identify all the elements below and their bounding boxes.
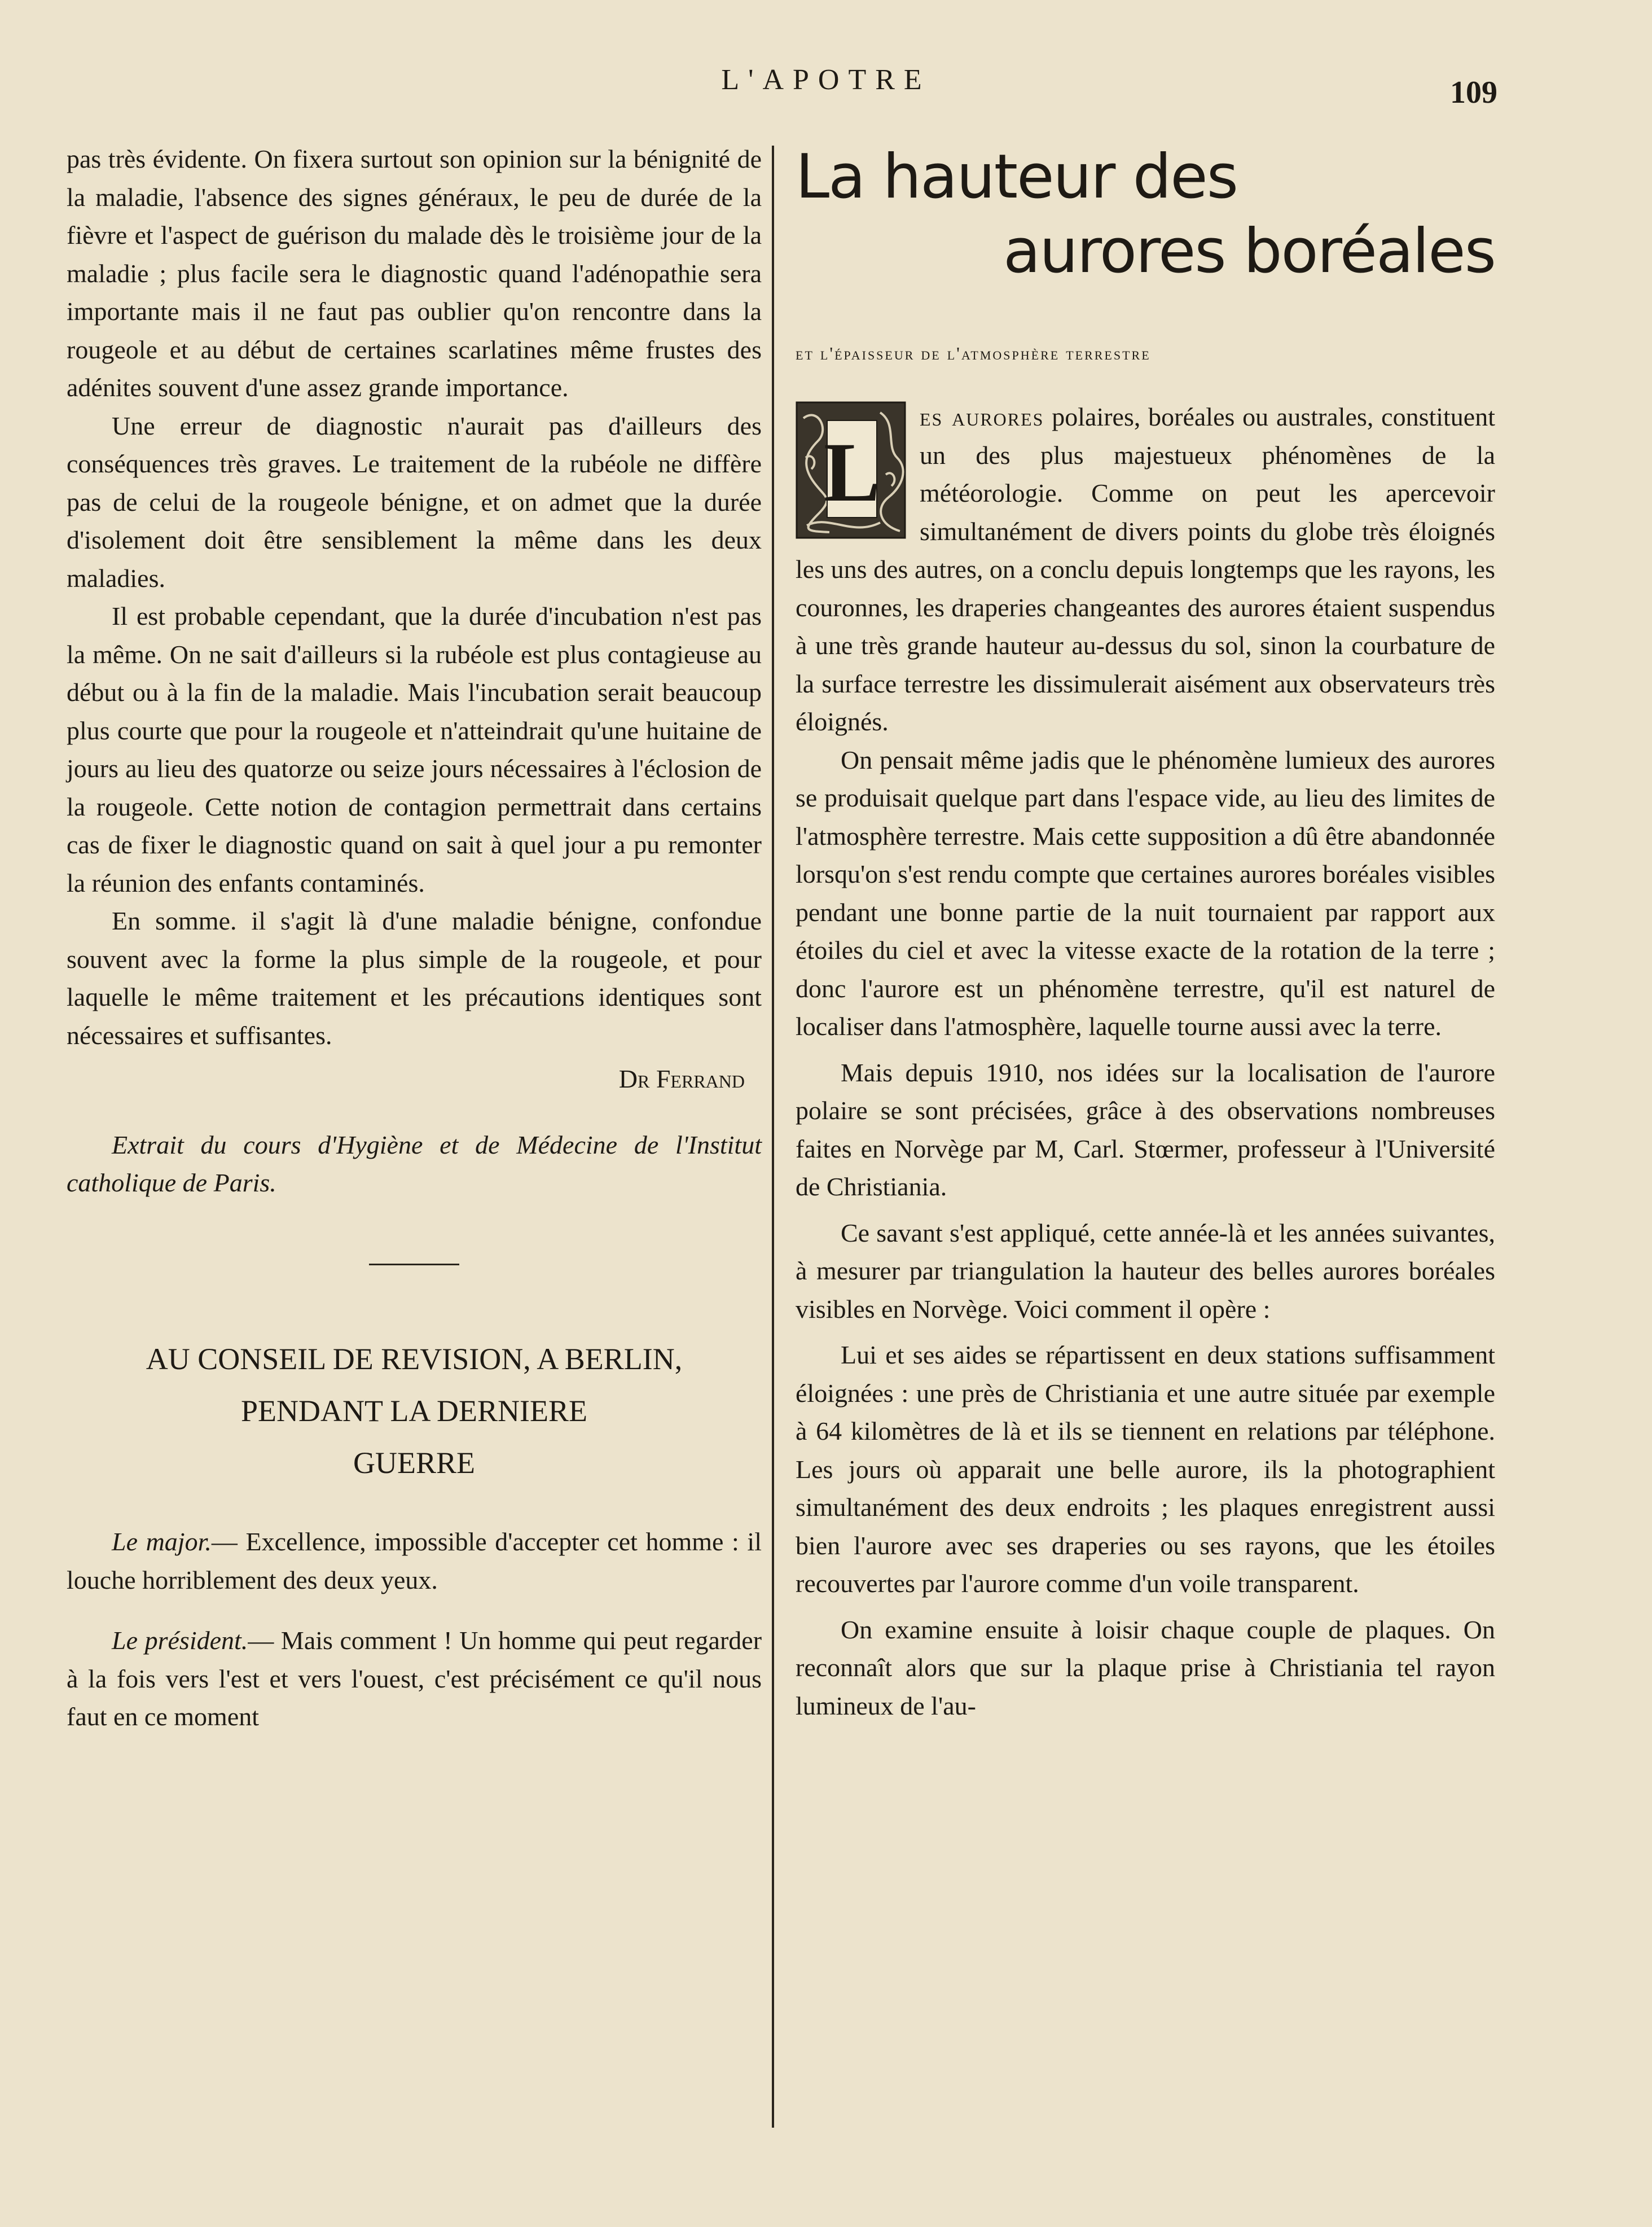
dialogue-text: — Mais comment ! Un homme qui peut regarder à la fois vers l'est et vers l'ouest, c'est précisément ce qu'il nous faut en ce moment	[67, 1626, 762, 1731]
dialogue-text: — Excellence, impossible d'accepter cet homme : il louche horriblement des deux yeux.	[67, 1527, 762, 1594]
left-column	[67, 140, 762, 1759]
title-line-1: La hauteur des	[796, 142, 1238, 212]
lede	[796, 398, 1495, 741]
lede-small-caps: es aurores	[920, 402, 1044, 431]
paragraph: On examine ensuite à loisir chaque couple de plaques. On reconnaît alors que sur la plaque prise à Christiania tel rayon lumineux de l'au-	[796, 1615, 1495, 1720]
dialogue	[67, 1523, 762, 1736]
title-line: PENDANT LA DERNIERE	[241, 1394, 587, 1428]
paragraph: Une erreur de diagnostic n'aurait pas d'ailleurs des conséquences très graves. Le traitement de la rubéole ne diffère pas de celui de la rougeole bénigne, et on admet que la durée d'isolement doit être sensiblement la même dans les deux maladies.	[67, 411, 762, 593]
column-divider	[772, 146, 774, 2128]
section-separator	[369, 1264, 459, 1265]
title-line-2: aurores boréales	[1003, 216, 1495, 287]
speaker-label: Le président.	[112, 1626, 248, 1655]
dialogue-line	[67, 1523, 762, 1599]
lede-text: polaires, boréales ou australes, constituent un des plus majestueux phénomènes de la météorologie.	[920, 402, 1496, 507]
running-head: L'APOTRE	[721, 64, 931, 96]
paragraph: Lui et ses aides se répartissent en deux stations suffisamment éloignées : une près de Christiania et une autre située par exemple à 64 kilomètres de là et ils se tiennent en relations par téléphone. Les jours où apparait une belle aurore, ils la photographient simultanément des deux endroits ; les plaques enregistrent aussi bien l'aurore avec ses draperies ou ses rayons, que les étoiles recouvertes par l'aurore comme d'un voile transparent.	[796, 1340, 1495, 1598]
speaker-label: Le major.	[112, 1527, 212, 1556]
lede-continuation: Comme on peut les apercevoir simultanément de divers points du globe très éloignés les uns des autres, on a conclu depuis longtemps que les rayons, les couronnes, les draperies changeantes des aurores étaient suspendus à une très grande hauteur au-dessus du sol, sinon la courbature de la surface terrestre les dissimulerait aisément aux observateurs très éloignés.	[796, 479, 1495, 736]
right-column	[796, 140, 1495, 1733]
dialogue-line	[67, 1621, 762, 1736]
page-number: 109	[1450, 75, 1497, 110]
paragraph: Ce savant s'est appliqué, cette année-là et les années suivantes, à mesurer par triangulation la hauteur des belles aurores boréales visibles en Norvège. Voici comment il opère :	[796, 1218, 1495, 1323]
title-line: GUERRE	[353, 1446, 475, 1480]
article-subheading: et l'épaisseur de l'atmosphère terrestre	[796, 343, 1151, 363]
article-title	[796, 140, 1495, 289]
author-signature: Dr Ferrand	[618, 1064, 745, 1093]
paragraph: Mais depuis 1910, nos idées sur la localisation de l'aurore polaire se sont précisées, grâce à des observations nombreuses faites en Norvège par M, Carl. Stœrmer, professeur à l'Université de Christiania.	[796, 1058, 1495, 1201]
article-title-berlin	[67, 1333, 762, 1489]
ornamental-drop-cap-icon	[796, 401, 906, 539]
paragraph: Il est probable cependant, que la durée d'incubation n'est pas la même. On ne sait d'ailleurs si la rubéole est plus contagieuse au début ou à la fin de la maladie. Mais l'incubation serait beaucoup plus courte que pour la rougeole et n'atteindrait qu'une huitaine de jours au lieu des quatorze ou seize jours nécessaires à l'éclosion de la rougeole. Cette notion de contagion permettrait dans certains cas de fixer le diagnostic quand on sait à quel jour a pu remonter la réunion des enfants contaminés.	[67, 602, 762, 897]
article-body	[796, 741, 1495, 1725]
drop-cap-letter: L	[823, 426, 881, 519]
source-note: Extrait du cours d'Hygiène et de Médecine de l'Institut catholique de Paris.	[67, 1130, 762, 1197]
paragraph: En somme. il s'agit là d'une maladie bénigne, confondue souvent avec la forme la plus simple de la rougeole, et pour laquelle le même traitement et les précautions identiques sont nécessaires et suffisantes.	[67, 906, 762, 1050]
title-line: AU CONSEIL DE REVISION, A BERLIN,	[146, 1342, 683, 1376]
paragraph: On pensait même jadis que le phénomène lumieux des aurores se produisait quelque part dans l'espace vide, au lieu des limites de l'atmosphère terrestre. Mais cette supposition a dû être abandonnée lorsqu'on s'est rendu compte que certaines aurores boréales visibles pendant une bonne partie de la nuit tournaient par rapport aux étoiles du ciel et avec la vitesse exacte de la rotation de la terre ; donc l'aurore est un phénomène terrestre, qu'il est naturel de localiser dans l'atmosphère, laquelle tourne aussi avec la terre.	[796, 745, 1495, 1041]
paragraph: pas très évidente. On fixera surtout son opinion sur la bénignité de la maladie, l'absence des signes généraux, le peu de durée de la fièvre et l'aspect de guérison du malade dès le troisième jour de la maladie ; plus facile sera le diagnostic quand l'adénopathie sera importante mais il ne faut pas oublier qu'on rencontre dans la rougeole et au début de certaines scarlatines même frustes des adénites souvent d'une assez grande importance.	[67, 144, 762, 402]
